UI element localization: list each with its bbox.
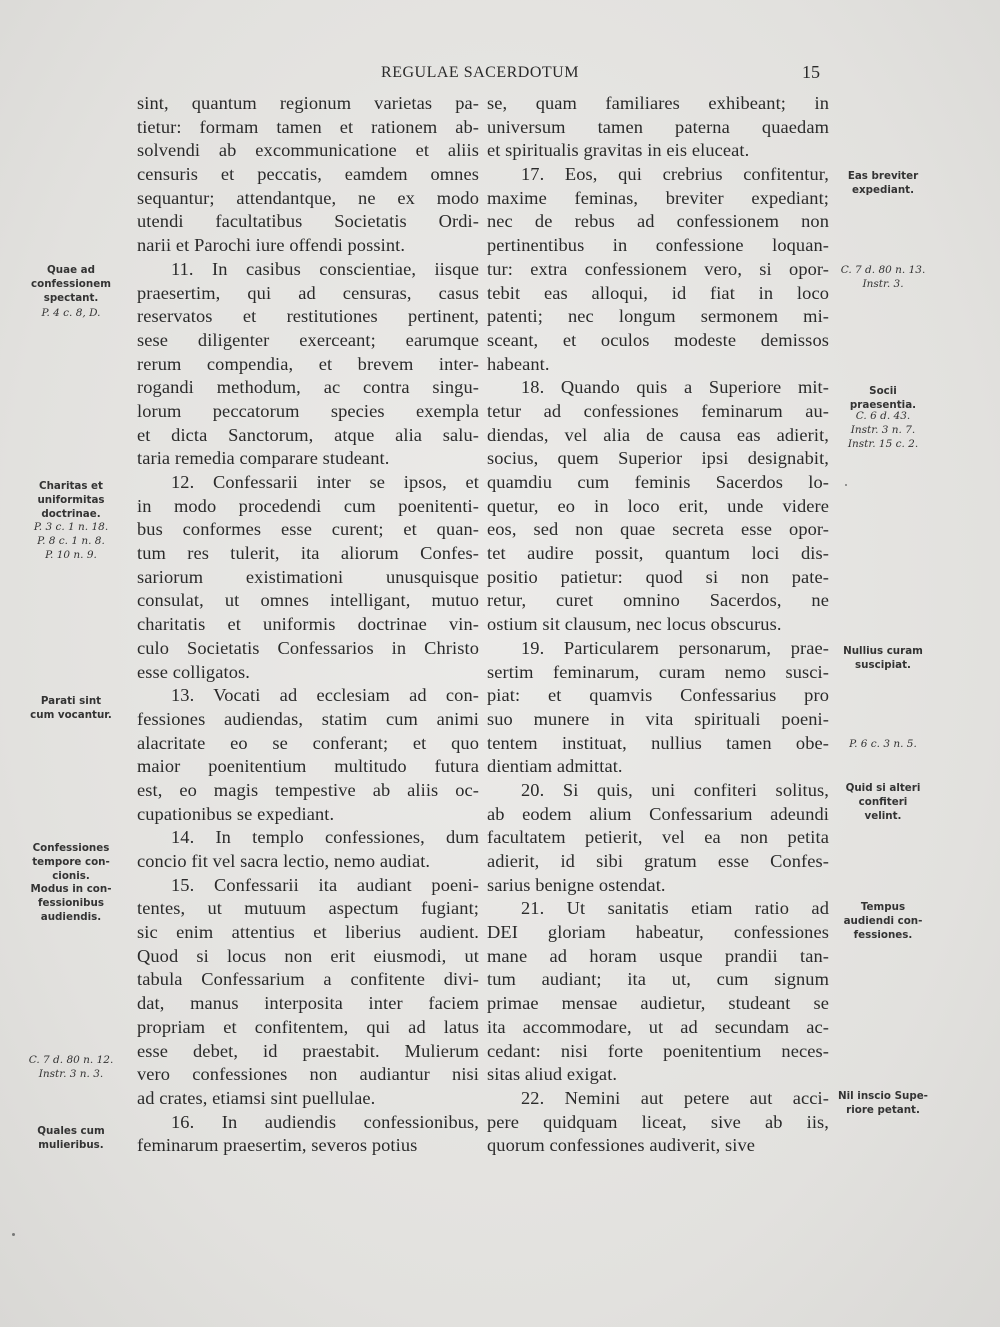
text-line: facultatem petierit, vel ea non petita [487,827,829,848]
text-line: 13. Vocati ad ecclesiam ad con- [171,685,479,706]
text-line: maxime feminas, breviter expediant; [487,187,829,208]
margin-note-line: Instr. 3 n. 3. [38,1067,104,1080]
margin-note-line: expediant. [852,183,914,196]
text-line: pertinentibus in confessione loquan- [487,235,829,256]
text-line: et dicta Sanctorum, atque alia salu- [137,424,479,445]
text-line: 18. Quando quis a Superiore mit- [521,377,829,398]
text-line: narii et Parochi iure offendi possint. [137,235,406,256]
margin-note-line: Nullius curam [843,645,923,657]
text-line: piat: et quamvis Confessarius pro [487,685,829,706]
text-line: quetur, eo in loco erit, unde videre [487,495,829,516]
margin-note-line: audiendi con- [843,914,923,927]
text-line: tur: extra confessionem vero, si opor- [487,258,829,279]
margin-note-line: Quid si alteri [845,782,921,794]
margin-note-line: C. 7 d. 80 n. 12. [28,1054,114,1066]
margin-note-line: Charitas et [39,480,103,492]
margin-note-confessiones [16,842,126,925]
text-line: maior poenitentium multitudo futura [137,756,479,777]
text-line: sceant, et oculos modeste demissos [487,329,829,350]
margin-note-line: cionis. [52,869,90,882]
margin-note-nullius [837,645,929,673]
margin-ref-socii [837,410,929,451]
text-line: DEI gloriam habeatur, confessiones [487,922,829,943]
text-line: tum res tulerit, ita aliorum Confes- [137,543,479,564]
margin-note-line: Eas breviter [847,170,919,182]
margin-note-line: Modus in con- [30,883,112,896]
text-line: retur, curet omnino Sacerdos, ne [487,590,829,611]
text-line: tebit eas alloqui, id fiat in loco [487,282,829,303]
text-line: pere quidquam liceat, sive ab iis, [487,1111,829,1132]
text-line: habeant. [487,353,550,374]
text-line: esse colligatos. [137,661,250,682]
margin-note-line: velint. [864,809,902,822]
text-line: bus conformes esse curent; et quan- [137,519,479,540]
margin-note-line: uniformitas [37,493,105,506]
right-text-column [487,92,829,1158]
text-line: 22. Nemini aut petere aut acci- [521,1087,829,1108]
left-text-column [137,92,479,1158]
margin-note-socii [837,385,929,413]
text-line: sitas aliud exigat. [487,1064,618,1085]
margin-note-line: tempore con- [32,855,110,868]
margin-note-line: doctrinae. [41,507,101,520]
margin-ref-quae-ad [16,307,126,321]
margin-note-parati [16,695,126,723]
text-line: concio fit vel sacra lectio, nemo audiat. [137,851,431,871]
margin-note-line: Quae ad [47,264,95,276]
text-line: esse debet, id praestabit. Mulierum [137,1040,479,1061]
margin-note-line: Tempus [860,901,906,913]
text-line: adierit, id sibi gratum esse Confes- [487,851,829,871]
text-line: tentes, ut mutuum aspectum fugiant; [137,898,479,919]
margin-note-line: Confessiones [32,842,110,854]
text-line: eos, sed non quae secreta esse opor- [487,519,829,540]
margin-note-line: confiteri [858,795,908,808]
margin-note-line: spectant. [43,291,99,304]
text-line: cupationibus se expediant. [137,803,335,824]
text-line: mane ad horam usque prandii tan- [487,945,829,966]
text-line: vero confessiones non audiantur nisi [137,1064,479,1085]
text-line: socius, quem Superior ipsi designabit, [487,448,829,469]
text-line: sese diligenter exerceant; earumque [137,329,479,350]
text-line: sertim feminarum, curam nemo susci- [487,661,829,682]
text-line: rerum compendia, et brevem inter- [137,353,479,374]
text-line: lorum peccatorum species exempla [137,400,479,421]
text-line: 20. Si quis, uni confiteri solitus, [521,779,829,800]
margin-ref-c7 [16,1054,126,1082]
text-line: in modo procedendi cum poenitenti- [137,495,479,516]
text-line: quamdiu cum feminis Sacerdos lo- [487,472,829,492]
text-line: diendas, vel alia de causa eas adierit, [487,424,829,445]
text-line: 17. Eos, qui crebrius confitentur, [521,164,829,185]
text-line: primae mensae audietur, studeant se [487,993,829,1014]
margin-note-line: Quales cum [37,1125,105,1137]
text-line: praesertim, qui ad censuras, casus [137,282,479,303]
text-line: suo munere in vita spirituali poeni- [487,708,829,729]
text-line: taria remedia comparare studeant. [137,448,390,469]
margin-note-line: Instr. 15 c. 2. [847,437,919,450]
margin-note-line: fessiones. [853,928,913,941]
running-title: REGULAE SACERDOTUM [381,64,579,81]
text-line: patenti; nec longum sermonem mi- [487,306,829,327]
margin-ref-nullius [837,738,929,752]
text-line: tum audiant; ita ut, cum signum [487,969,829,990]
text-line: quorum confessiones audiverit, sive [487,1135,756,1156]
text-line: solvendi ab excommunicatione et aliis [137,140,479,161]
text-line: ita accommodare, ut ad secundam ac- [487,1016,829,1037]
text-line: sariorum existimationi unusquisque [137,566,479,587]
text-line: ab eodem alium Confessarium adeundi [487,803,829,824]
text-line: 16. In audiendis confessionibus, [171,1111,479,1132]
margin-note-line: audiendis. [40,910,102,923]
text-line: sic enim attentius et liberius audient. [137,922,479,943]
margin-note-line: Parati sint [40,695,102,707]
text-line: dientiam admittat. [487,756,623,777]
text-line: alacritate eo se conferant; et quo [137,732,479,753]
text-line: propriam et confitentem, qui ad latus [137,1016,479,1037]
text-line: ad crates, etiamsi sint puellulae. [137,1087,376,1108]
text-line: sarius benigne ostendat. [487,874,666,895]
paper-speck [12,1233,15,1236]
margin-note-line: mulieribus. [38,1138,104,1151]
text-line: rogandi methodum, ac contra singu- [137,377,479,398]
margin-ref-charitas [16,521,126,562]
text-line: fessiones audiendas, statim cum animi [137,708,479,729]
page-number: 15 [802,62,820,82]
margin-note-tempus [837,901,929,942]
text-line: se, quam familiares exhibeant; in [487,93,829,113]
text-line: feminarum praesertim, severos potius [137,1135,418,1156]
margin-note-line: C. 7 d. 80 n. 13. [840,264,926,276]
text-line: cedant: nisi forte poenitentium neces- [487,1040,829,1061]
text-line: positio patietur: quod si non pate- [487,566,829,587]
text-line: charitatis et uniformis doctrinae vin- [137,614,479,635]
text-line: censuris et peccatis, eamdem omnes [137,164,479,185]
text-line: sequantur; attendantque, ne ex modo [137,187,479,208]
margin-note-line: P. 8 c. 1 n. 8. [37,534,105,547]
margin-ref-eas [837,264,929,292]
text-line: 12. Confessarii inter se ipsos, et [171,472,479,492]
text-line: culo Societatis Confessarios in Christo [137,637,479,658]
text-line: tietur: formam tamen et rationem ab- [137,116,479,137]
margin-note-line: Socii [869,385,897,397]
text-line: 21. Ut sanitatis etiam ratio ad [521,898,829,919]
text-line: Quod si locus non erit eiusmodi, ut [137,945,479,966]
margin-note-line: suscipiat. [855,658,911,671]
text-line: est, eo magis tempestive ab aliis oc- [137,779,479,800]
margin-note-line: C. 6 d. 43. [855,410,911,422]
text-line: 15. Confessarii ita audiant poeni- [171,874,479,895]
margin-note-line: cum vocantur. [30,708,112,721]
margin-note-eas-breviter [837,170,929,198]
margin-note-line: Instr. 3. [862,277,904,290]
margin-note-quae-ad [16,264,126,305]
margin-note-line: P. 4 c. 8, D. [41,307,101,319]
text-line: utendi facultatibus Societatis Ordi- [137,211,479,232]
margin-note-quales [16,1125,126,1153]
text-line: ostium sit clausum, nec locus obscurus. [487,614,782,635]
text-line: consulat, ut omnes intelligant, mutuo [137,590,479,611]
text-line: sint, quantum regionum varietas pa- [137,93,479,113]
margin-note-line: praesentia. [849,398,917,411]
text-line: 19. Particularem personarum, prae- [521,637,829,658]
text-line: et spiritualis gravitas in eis eluceat. [487,140,750,161]
text-line: nec de rebus ad confessionem non [487,211,829,232]
text-line: reservatos et restitutiones pertinent, [137,306,479,327]
margin-note-line: P. 10 n. 9. [45,548,97,561]
text-line: tet audire possit, quantum loci dis- [487,543,829,564]
margin-note-line: Nil inscio Supe- [838,1090,928,1102]
paper-speck [845,484,847,486]
text-line: tentem instituat, nullius tamen obe- [487,732,829,753]
margin-note-charitas [16,480,126,521]
margin-note-line: riore petant. [846,1103,920,1116]
text-line: tetur ad confessiones feminarum au- [487,400,829,421]
margin-note-line: confessionem [31,277,111,290]
margin-note-nil-inscio [837,1090,929,1118]
margin-note-quid-si [837,782,929,823]
text-line: universum tamen paterna quaedam [487,116,829,137]
text-line: 11. In casibus conscientiae, iisque [171,258,479,279]
text-line: 14. In templo confessiones, dum [171,827,479,848]
margin-note-line: P. 6 c. 3 n. 5. [849,738,917,750]
text-line: tabula Confessarium a confitente divi- [137,969,479,990]
margin-note-line: P. 3 c. 1 n. 18. [33,521,109,533]
text-line: dat, manus interposita inter faciem [137,993,479,1014]
margin-note-line: fessionibus [37,897,104,910]
margin-note-line: Instr. 3 n. 7. [850,423,916,436]
